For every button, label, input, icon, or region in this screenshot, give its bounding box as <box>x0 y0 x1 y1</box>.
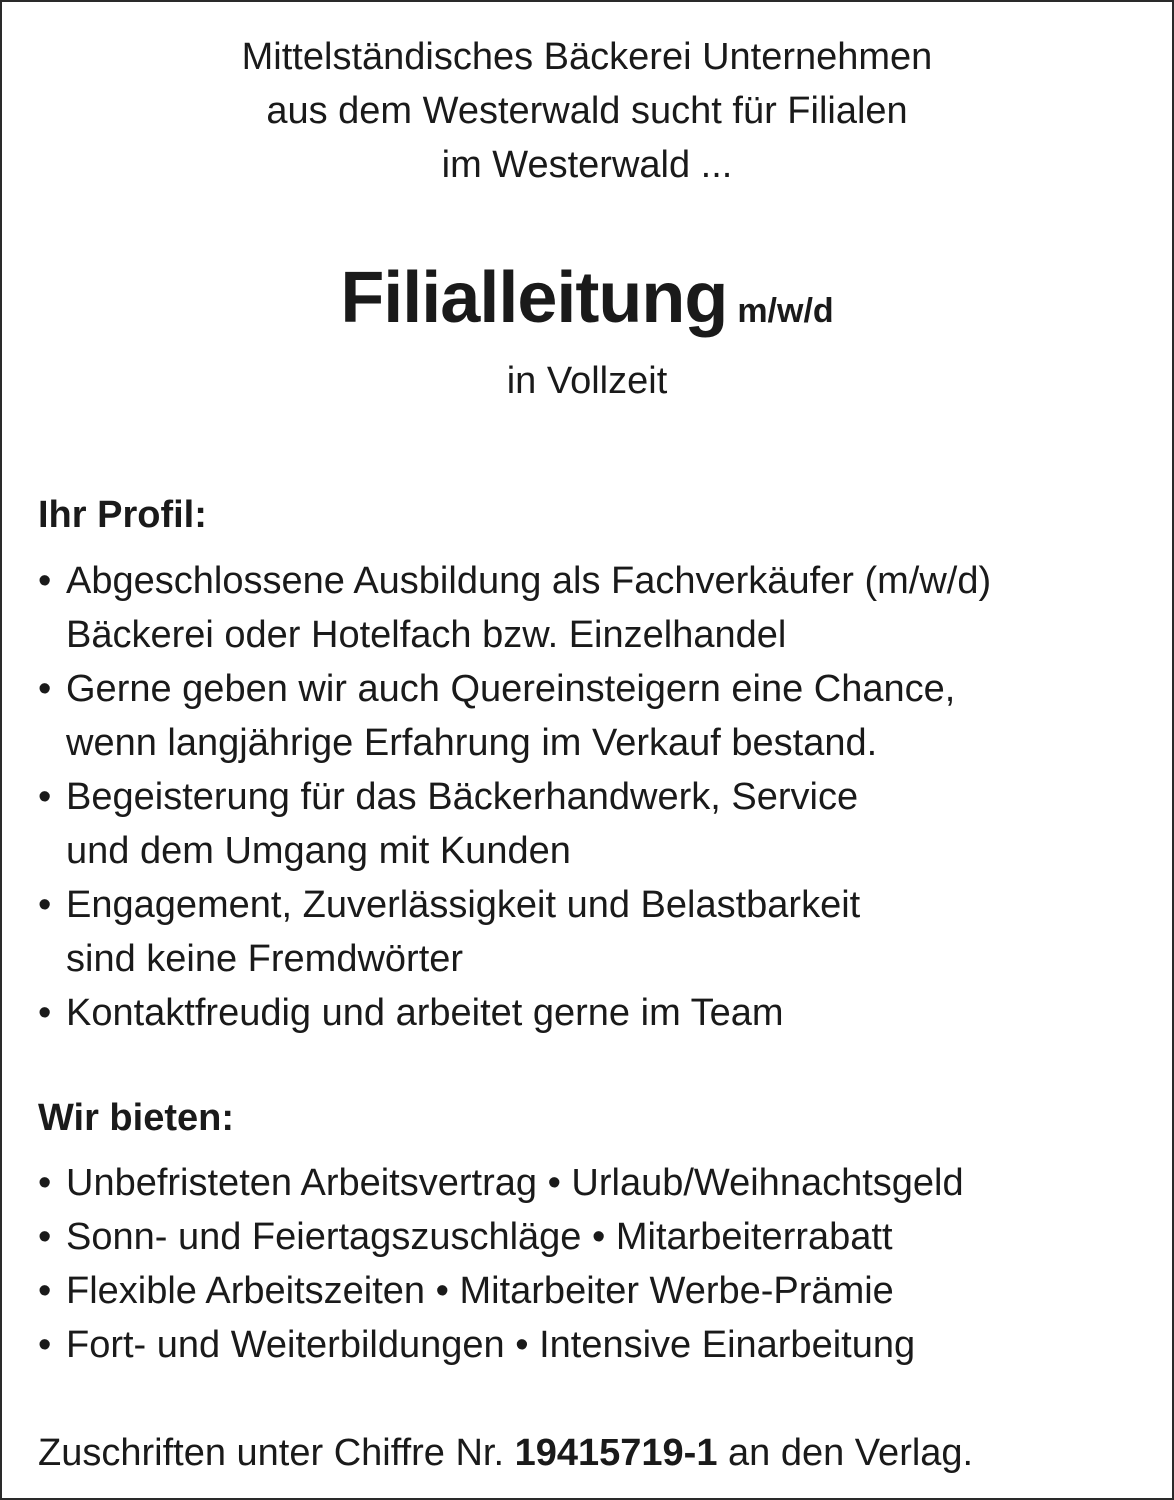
offer-list <box>38 1156 964 1372</box>
list-item-text: Gerne geben wir auch Quereinsteigern eine Chance, <box>66 668 956 710</box>
chiffre-number: 19415719-1 <box>514 1432 718 1474</box>
list-item <box>38 986 991 1040</box>
list-item <box>38 554 991 662</box>
intro-line: Mittelständisches Bäckerei Unternehmen <box>241 36 933 78</box>
profile-list <box>38 554 991 1040</box>
list-item <box>38 878 991 986</box>
bullet-icon: • <box>38 776 52 818</box>
bullet-icon: • <box>38 1324 52 1366</box>
bullet-icon: • <box>38 1270 52 1312</box>
list-item <box>38 1318 964 1372</box>
footer-suffix: an den Verlag. <box>717 1432 974 1474</box>
application-note <box>38 1426 973 1480</box>
employment-type: in Vollzeit <box>506 360 668 402</box>
list-item-text: Flexible Arbeitszeiten • Mitarbeiter Werbe-Prämie <box>66 1270 894 1312</box>
list-item-text: Fort- und Weiterbildungen • Intensive Einarbeitung <box>66 1324 916 1366</box>
intro-text <box>2 30 1172 192</box>
intro-line: aus dem Westerwald sucht für Filialen <box>266 90 908 132</box>
bullet-icon: • <box>38 884 52 926</box>
list-item-text: wenn langjährige Erfahrung im Verkauf bestand. <box>66 722 878 764</box>
list-item-text: sind keine Fremdwörter <box>66 938 464 980</box>
list-item-text: Abgeschlossene Ausbildung als Fachverkäufer (m/w/d) <box>66 560 992 602</box>
bullet-icon: • <box>38 992 52 1034</box>
list-item <box>38 770 991 878</box>
list-item-text: Begeisterung für das Bäckerhandwerk, Service <box>66 776 859 818</box>
offer-heading: Wir bieten: <box>38 1097 234 1139</box>
bullet-icon: • <box>38 1216 52 1258</box>
list-item-text: Unbefristeten Arbeitsvertrag • Urlaub/Weihnachtsgeld <box>66 1162 964 1204</box>
bullet-icon: • <box>38 668 52 710</box>
gender-suffix: m/w/d <box>737 292 834 330</box>
list-item <box>38 1264 964 1318</box>
list-item-text: Kontaktfreudig und arbeitet gerne im Team <box>66 992 784 1034</box>
intro-line: im Westerwald ... <box>441 144 733 186</box>
job-title: Filialleitung <box>340 258 728 338</box>
list-item-text: und dem Umgang mit Kunden <box>66 830 571 872</box>
list-item <box>38 662 991 770</box>
list-item-text: Sonn- und Feiertagszuschläge • Mitarbeiterrabatt <box>66 1216 893 1258</box>
list-item-text: Engagement, Zuverlässigkeit und Belastbarkeit <box>66 884 861 926</box>
list-item <box>38 1210 964 1264</box>
footer-prefix: Zuschriften unter Chiffre Nr. <box>38 1432 515 1474</box>
job-title-row <box>2 257 1172 339</box>
bullet-icon: • <box>38 560 52 602</box>
list-item-text: Bäckerei oder Hotelfach bzw. Einzelhandel <box>66 614 787 656</box>
list-item <box>38 1156 964 1210</box>
bullet-icon: • <box>38 1162 52 1204</box>
profile-heading: Ihr Profil: <box>38 494 207 536</box>
